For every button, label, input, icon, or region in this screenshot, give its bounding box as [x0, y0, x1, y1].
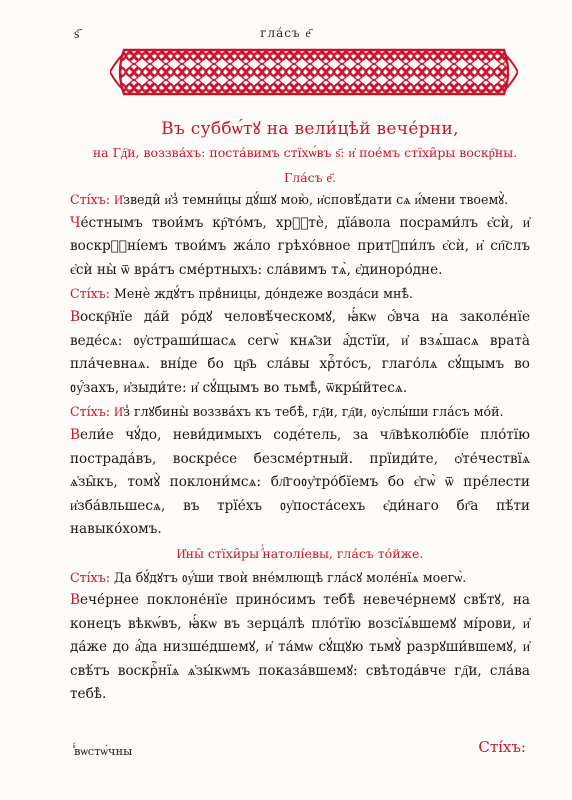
subtitle-part-1: на Гд҇и, воззва́хъ:: [92, 145, 206, 160]
verse-4: [70, 566, 530, 590]
verse-text: Да бꙋ́дꙋтъ ᲂу҆́ши твоѝ вне́млющѣ гла́сꙋ моле́нїѧ моегѡ̀.: [114, 569, 467, 585]
stichera-text: ели́е чꙋ́до, неви́димыхъ соде́тель, за чл҇вѣколю́бїе пло́тїю пострада́въ, воскре́се безсме́ртный. прїиди́те, ѻ҆те́чествїѧ ѧ҆зы̑къ, томꙋ̀ поклони́мсѧ: бл҃гоᲂу҆тро́бїемъ бо є҆гѡ̀ ѿ пре́лести и҆зба́вльшесѧ, въ трїе́хъ ᲂу҆поста́сехъ є҆ди́наго бг҃а пѣ́ти навыко́хомъ.: [70, 426, 530, 538]
subtitle-part-2: поста́вимъ стїхѡ́въ ѕ҃: и҆ пое́мъ стїхи̑ры воскр҇ны.: [209, 145, 518, 160]
stichera-initial: В: [70, 308, 80, 325]
verse-initial: Сті́хъ:: [70, 286, 110, 302]
stichera-3: [70, 424, 530, 542]
hymn-text: [70, 188, 530, 707]
stichera-initial: Ч: [70, 214, 81, 231]
page-number: ѕ҃: [74, 26, 80, 42]
verse-text: з̾ глꙋбины̀ воззва́хъ къ тебѣ̀, гд҇и, гд҇и, ᲂу҆слы́ши гла́съ мо́й.: [123, 404, 504, 420]
catchword: ⷡ҆вѡстѡ́чны: [74, 744, 133, 758]
tone-heading: Гла́съ е҃.: [283, 170, 337, 185]
next-verse-marker: Сті́хъ:: [478, 738, 526, 756]
verse-initial: Сті́хъ:: [70, 569, 110, 585]
verse-initial: Сті́хъ: И҆: [70, 192, 124, 207]
service-title: Въ суббѡ́тꙋ на вели́цѣй вече́рни,: [161, 119, 459, 139]
ornamental-headpiece: [110, 48, 518, 96]
stichera-text: ече́рнее поклоне́нїе прино́симъ тебѣ̀ невече́рнемꙋ свѣ́тꙋ, на конецъ вѣкѡ́въ, ꙗ҆́кѡ въ зерца́лѣ пло́тїю возсїѧ́вшемꙋ мі́рови, и҆ да́же до а҆́да низше́дшемꙋ, и҆ та́мѡ сꙋ́щꙋю тьмꙋ̀ разрꙋши́вшемꙋ, и҆ свѣ́тъ воскрⷭ҇нїѧ ѧ҆зы́кѡмъ показа́вшемꙋ: свѣтода́вче гд҇и, сла́ва тебѣ̀.: [70, 592, 530, 703]
stichera-text: е́стнымъ твои́мъ кр҇то́мъ, хрⷭ҇тѐ, дїа́вола посрами́лъ є҆сѝ, и҆ воскрⷭ҇ні́емъ твои́мъ жа́ло грѣхо́вное притꙋпи́лъ є҆сѝ, и҆ сп҇слъ є҆сѝ ны̀ ѿ вра́тъ сме́ртныхъ: сла́вимъ тѧ̀, є҆диноро́дне.: [70, 214, 530, 278]
other-stichera-heading: И҆ны̑ стїхи̑ры ⷶ҆натолі́евы, гла́съ то́йже.: [176, 545, 424, 561]
stichera-initial: В: [70, 592, 80, 609]
verse-initial: Сті́хъ: И҆: [70, 404, 124, 420]
stichera-4: [70, 589, 530, 707]
stichera-1: [70, 212, 530, 283]
verse-1: [70, 188, 530, 212]
service-subtitle: [50, 145, 560, 161]
running-head: гла́съ е҃: [260, 26, 312, 40]
verse-text: Менѐ ждꙋ́тъ првⷣницы, до́ндеже возда́си мнѣ̀.: [114, 286, 413, 302]
stichera-text: оскр҇нїе да́й ро́дꙋ человѣ́ческомꙋ, ꙗ҆́кѡ ѻ҆́вча на заколе́нїе веде́сѧ: ᲂу҆страши́шасѧ сегѡ̀ кнѧ̑зи а҆́дстїи, и҆ взѧ́шасѧ врата̀ пла́чевнаѧ. вні́де бо цр҃ь сла́вы хрⷭ҇то́съ, глаго́лѧ сꙋ́щымъ во ᲂу҆́захъ, и҆зыди́те: и҆ сꙋ́щымъ во тьмѣ̀, ѿкры́йтесѧ.: [70, 308, 530, 396]
stichera-2: [70, 306, 530, 400]
verse-text: зведи̂ и҆з̾ темни́цы дꙋ́шꙋ мою̀, и҆сповѣ́дати сѧ и҆́мени твоемꙋ̀.: [123, 192, 509, 207]
verse-3: [70, 400, 530, 424]
stichera-initial: В: [70, 426, 80, 443]
verse-2: [70, 282, 530, 306]
